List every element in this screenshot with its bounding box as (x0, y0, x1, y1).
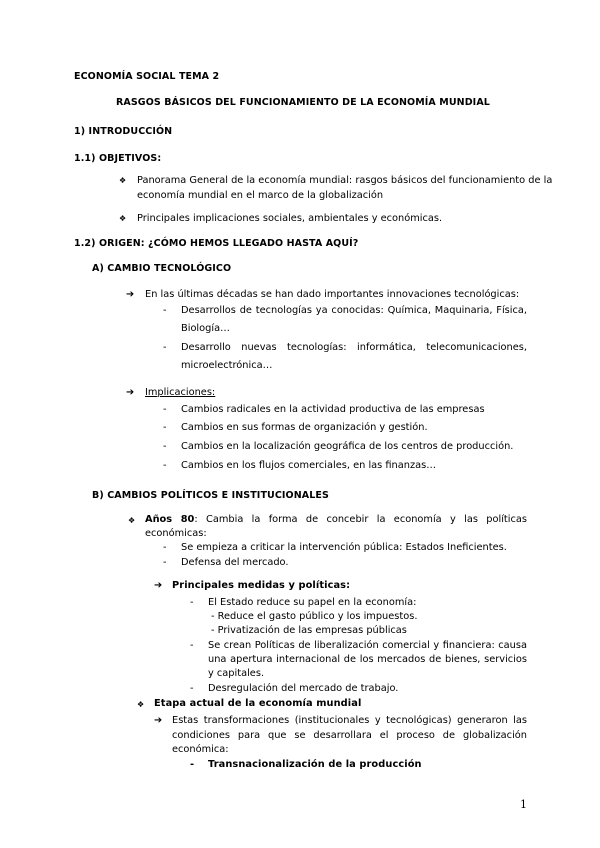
medida-item-2-line2: una apertura internacional de los mercados de bienes, servicios (208, 654, 527, 665)
implicaciones-label: Implicaciones: (145, 387, 216, 398)
dash-bullet: - (163, 557, 167, 568)
objetivo-item-1-line2: economía mundial en el marco de la globalización (137, 190, 384, 201)
arrow-bullet-icon: ➔ (126, 289, 135, 300)
arrow-bullet-icon: ➔ (126, 387, 135, 398)
dash-bullet: - (163, 441, 167, 452)
implicacion-item-1: Cambios radicales en la actividad productiva de las empresas (181, 404, 485, 415)
dash-bullet: - (163, 305, 167, 316)
subsection-heading-cambio-tecnologico: A) CAMBIO TECNOLÓGICO (92, 263, 232, 274)
dash-bullet: - (190, 640, 194, 651)
dash-bullet: - (190, 759, 195, 770)
objetivo-item-1-line1: Panorama General de la economía mundial: rasgos básicos del funcionamiento de la (137, 175, 553, 186)
implicacion-item-4: Cambios en los flujos comerciales, en las finanzas… (181, 460, 437, 471)
dash-bullet: - (163, 404, 167, 415)
section-heading-introduccion: 1) INTRODUCCIÓN (74, 126, 173, 137)
implicacion-item-3: Cambios en la localización geográfica de los centros de producción. (181, 441, 514, 452)
medida-item-1: El Estado reduce su papel en la economía: (208, 597, 417, 608)
anos80-item-2: Defensa del mercado. (181, 557, 289, 568)
desarrollos-line2: Biología… (181, 323, 230, 334)
objetivo-item-2: Principales implicaciones sociales, ambientales y económicas. (137, 213, 443, 224)
dash-bullet: - (163, 342, 167, 353)
etapa-heading: Etapa actual de la economía mundial (154, 698, 362, 709)
doc-title: ECONOMÍA SOCIAL TEMA 2 (74, 71, 220, 82)
subsection-heading-cambios-politicos: B) CAMBIOS POLÍTICOS E INSTITUCIONALES (92, 490, 329, 501)
dash-bullet: - (190, 683, 194, 694)
etapa-line1: Estas transformaciones (institucionales y tecnológicas) generaron las (172, 715, 527, 726)
nuevas-tecnologias-line2: microelectrónica… (181, 360, 273, 371)
dash-bullet: - (163, 542, 167, 553)
dash-bullet: - (163, 422, 167, 433)
desarrollos-line1: Desarrollos de tecnologías ya conocidas: Química, Maquinaria, Física, (181, 305, 527, 316)
diamond-bullet-icon: ❖ (128, 516, 136, 525)
diamond-bullet-icon: ❖ (119, 214, 127, 223)
arrow-bullet-icon: ➔ (154, 580, 163, 591)
diamond-bullet-icon: ❖ (137, 700, 145, 709)
section-heading-objetivos: 1.1) OBJETIVOS: (74, 153, 162, 164)
nuevas-tecnologias-line1: Desarrollo nuevas tecnologías: informática, telecomunicaciones, (181, 342, 527, 353)
medida-item-2-line1: Se crean Políticas de liberalización comercial y financiera: causa (208, 640, 527, 651)
etapa-line3: económica: (172, 744, 229, 755)
medida-item-2-line3: y capitales. (208, 668, 265, 679)
innovaciones-text: En las últimas décadas se han dado importantes innovaciones tecnológicas: (145, 289, 520, 300)
anos80-text: : Cambia la forma de concebir la economía y las políticas (194, 514, 527, 525)
main-heading: RASGOS BÁSICOS DEL FUNCIONAMIENTO DE LA ECONOMÍA MUNDIAL (116, 97, 490, 108)
etapa-line2: condiciones para que se desarrollara el proceso de globalización (172, 730, 527, 741)
medidas-heading: Principales medidas y políticas: (172, 580, 351, 591)
implicacion-item-2: Cambios en sus formas de organización y gestión. (181, 422, 428, 433)
diamond-bullet-icon: ❖ (119, 176, 127, 185)
anos80-item-1: Se empieza a criticar la intervención pública: Estados Ineficientes. (181, 542, 507, 553)
etapa-item-transnacionalizacion: Transnacionalización de la producción (208, 759, 422, 770)
dash-bullet: - (163, 460, 167, 471)
section-heading-origen: 1.2) ORIGEN: ¿CÓMO HEMOS LLEGADO HASTA AQUÍ? (74, 238, 359, 249)
anos80-line2: económicas: (145, 528, 207, 539)
dash-bullet: - (190, 597, 194, 608)
medida-item-3: Desregulación del mercado de trabajo. (208, 683, 399, 694)
anos80-label: Años 80 (145, 514, 195, 525)
medida-sub-2: - Privatización de las empresas públicas (211, 625, 407, 636)
arrow-bullet-icon: ➔ (154, 715, 163, 726)
page-number: 1 (520, 798, 527, 811)
anos80-line1 (145, 514, 527, 525)
medida-sub-1: - Reduce el gasto público y los impuestos. (211, 611, 418, 622)
